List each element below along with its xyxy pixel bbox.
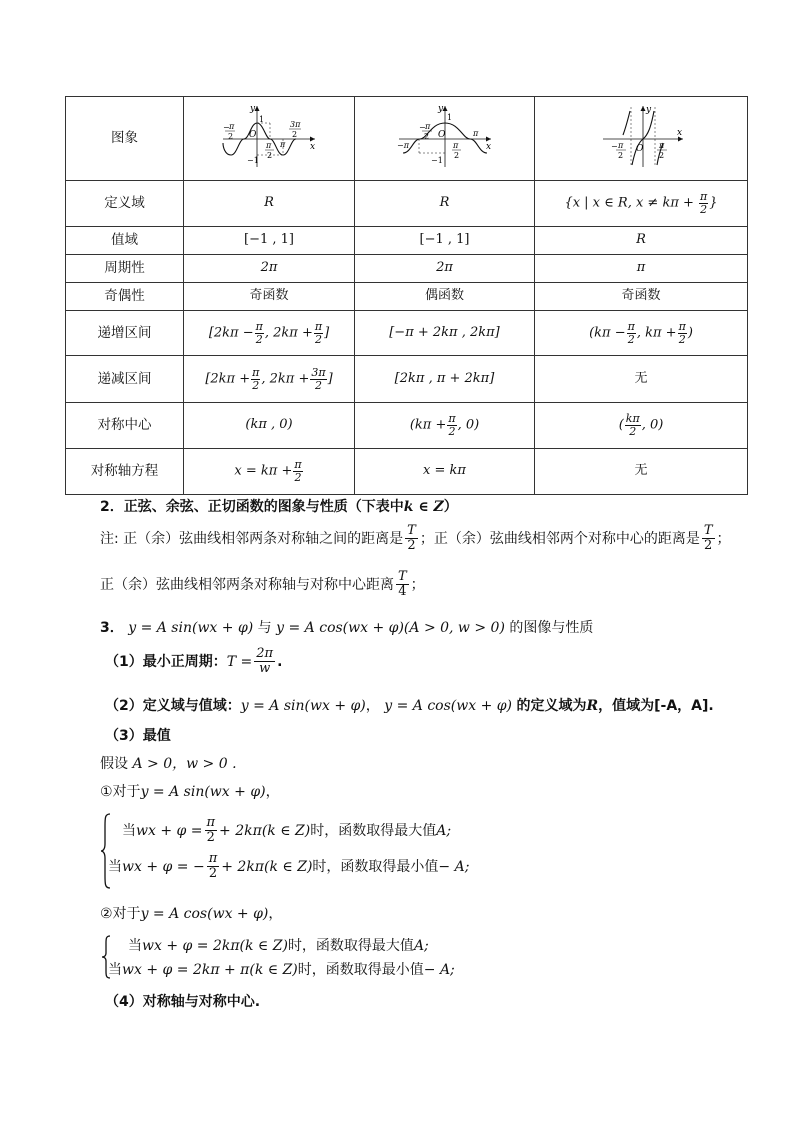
frac-num: π — [678, 319, 686, 333]
tan-cell — [535, 403, 748, 449]
section-number: 2． — [100, 499, 124, 515]
assume-text: 假设 — [100, 756, 128, 772]
frac-num: π — [208, 851, 218, 866]
frac-den: 2 — [255, 332, 263, 346]
item-label: （2）定义域与值域： — [105, 698, 241, 714]
case-sin-min — [108, 852, 469, 882]
graph-pi2-den: 2 — [659, 151, 665, 161]
heading-text: 正弦、余弦、正切函数的图象与性质（下表中 — [123, 499, 404, 515]
frac-den: 2 — [700, 203, 708, 216]
axis-part: x = kπ + — [234, 464, 293, 479]
row-label: 周期性 — [66, 255, 184, 283]
table-row — [66, 449, 748, 495]
section-2-heading — [100, 496, 458, 516]
frac-den: 2 — [294, 471, 302, 484]
interval-part: (kπ − — [589, 325, 626, 341]
frac-den: w — [259, 661, 271, 677]
interval-part: [2kπ + — [205, 371, 251, 387]
frac-num: π — [255, 319, 263, 333]
frac-num: π — [206, 815, 216, 830]
graph-o-label: O — [636, 144, 644, 155]
case-math: wx + φ = — [136, 822, 203, 839]
table-row — [66, 181, 748, 227]
fraction — [699, 191, 708, 215]
graph-neg-one-label: −1 — [430, 156, 443, 166]
center-part: (kπ + — [409, 418, 447, 433]
graph-neg-one-label: −1 — [247, 156, 259, 166]
frac-num: T — [407, 523, 416, 538]
frac-num: 3π — [311, 365, 326, 379]
item-math: y = A cos(wx + φ) — [384, 698, 513, 714]
heading-text: 的图像与性质 — [509, 620, 594, 636]
item-math: R — [586, 698, 599, 714]
cosine-graph — [395, 101, 495, 171]
note-text: ； — [410, 576, 425, 593]
case-math: − A; — [423, 962, 455, 978]
graph-one-label: 1 — [446, 113, 452, 123]
frac-num: π — [448, 412, 456, 426]
frac-num: kπ — [625, 412, 640, 426]
fraction — [205, 816, 218, 846]
cos-cell: [−1 , 1] — [355, 227, 535, 255]
item-text: ，值域为[-A，A]. — [598, 698, 714, 714]
case-math: A; — [436, 822, 452, 839]
frac-den: 2 — [448, 425, 456, 438]
row-label: 图象 — [66, 97, 184, 181]
frac-den: 4 — [398, 584, 407, 600]
frac-den: 2 — [206, 830, 215, 846]
frac-den: 2 — [704, 538, 713, 554]
graph-x-label: x — [485, 142, 491, 153]
case-text: ， — [265, 784, 280, 800]
assume-math: A > 0，w > 0 . — [132, 756, 237, 772]
graph-3pi2-num: 3π — [290, 120, 301, 130]
fraction — [314, 321, 323, 345]
case-text: 时，函数取得最大值 — [310, 822, 437, 839]
row-label: 值域 — [66, 227, 184, 255]
graph-neg-pi2-den: 2 — [228, 132, 234, 142]
assumption-line — [100, 753, 237, 773]
tangent-graph — [591, 101, 691, 171]
fraction — [625, 413, 641, 437]
case-sin-heading — [100, 781, 280, 801]
graph-neg-pi2-num: π — [229, 122, 235, 132]
fraction — [702, 524, 715, 554]
frac-den: 2 — [252, 378, 260, 392]
item-math: T = — [226, 653, 253, 670]
fraction — [254, 647, 275, 677]
item-label: （1）最小正周期： — [105, 653, 227, 670]
sin-graph-cell — [184, 97, 355, 181]
row-label: 对称轴方程 — [66, 449, 184, 495]
cos-cell: 偶函数 — [355, 283, 535, 311]
tan-domain-pre: {x | x ∈ R, x ≠ kπ + — [564, 196, 694, 211]
heading-text: 与 — [257, 620, 272, 636]
sin-cell: R — [184, 181, 355, 227]
cos-cell: [−π + 2kπ , 2kπ] — [355, 311, 535, 356]
graph-neg-pi-label: −π — [396, 141, 409, 151]
case-text: ①对于 — [100, 784, 141, 800]
heading-math: y = A cos(wx + φ)(A > 0, w > 0) — [276, 620, 505, 636]
case-text: 当 — [108, 962, 122, 978]
frac-den: 2 — [314, 378, 322, 392]
table-row — [66, 403, 748, 449]
fraction — [447, 413, 456, 437]
frac-den: 2 — [629, 425, 637, 438]
case-math: − A; — [438, 858, 470, 875]
sin-cell: 2π — [184, 255, 355, 283]
section-number: 3． — [100, 620, 124, 636]
graph-one-label: 1 — [259, 115, 265, 125]
interval-part: , kπ + — [636, 325, 677, 341]
case-math: wx + φ = 2kπ + π(k ∈ Z) — [122, 962, 298, 978]
item-sep: ， — [365, 698, 380, 714]
fraction — [207, 852, 220, 882]
graph-3pi2-den: 2 — [292, 130, 298, 140]
frac-den: 2 — [407, 538, 416, 554]
cos-graph-cell — [355, 97, 535, 181]
row-label: 对称中心 — [66, 403, 184, 449]
case-text: 当 — [122, 822, 136, 839]
case-math: wx + φ = 2kπ(k ∈ Z) — [142, 938, 288, 954]
cos-cell — [355, 403, 535, 449]
interval-part: [2kπ − — [208, 325, 254, 341]
graph-pi-label: π — [280, 140, 286, 150]
graph-pi2-num: π — [266, 141, 272, 151]
interval-part: , 2kπ + — [264, 325, 313, 341]
graph-pi2-den: 2 — [267, 151, 273, 161]
tan-cell: R — [535, 227, 748, 255]
graph-neg-pi2-num: π — [618, 141, 624, 151]
frac-num: π — [252, 365, 260, 379]
svg-text:−: − — [418, 123, 426, 133]
frac-den: 2 — [208, 866, 218, 882]
tan-cell: π — [535, 255, 748, 283]
table-row — [66, 311, 748, 356]
frac-den: 2 — [627, 332, 635, 346]
item-1-min-period — [105, 647, 282, 677]
tan-cell: 无 — [535, 449, 748, 495]
table-row — [66, 283, 748, 311]
center-part: , 0) — [641, 418, 664, 433]
frac-num: T — [703, 523, 713, 538]
graph-pi2-num: π — [452, 141, 458, 151]
section-3-heading — [100, 617, 593, 637]
item-math: y = A sin(wx + φ) — [240, 698, 366, 714]
item-3-extrema: （3）最值 — [105, 728, 171, 744]
interval-part: ] — [324, 325, 330, 341]
row-label: 递增区间 — [66, 311, 184, 356]
heading-end: ） — [443, 499, 458, 515]
heading-math: y = A sin(wx + φ) — [128, 620, 254, 636]
table-row — [66, 356, 748, 403]
svg-text:−: − — [223, 123, 230, 133]
frac-den: 2 — [678, 332, 686, 346]
graph-neg-pi2-num: π — [424, 122, 430, 132]
fraction — [255, 321, 264, 345]
table-row — [66, 97, 748, 181]
fraction — [627, 321, 636, 345]
frac-den: 2 — [314, 332, 322, 346]
case-text: 当 — [128, 938, 142, 954]
row-label: 递减区间 — [66, 356, 184, 403]
note-text: 注: 正（余）弦曲线相邻两条对称轴之间的距离是 — [100, 530, 404, 547]
center-part: ( — [618, 418, 624, 433]
fraction — [251, 367, 260, 391]
case-text: ， — [268, 906, 283, 922]
cos-cell: 2π — [355, 255, 535, 283]
graph-neg-pi2-den: 2 — [618, 151, 624, 161]
tan-cell: 奇函数 — [535, 283, 748, 311]
graph-y-label: y — [250, 104, 256, 115]
note-text: ；正（余）弦曲线相邻两个对称中心的距离是 — [419, 530, 700, 547]
tan-cell — [535, 181, 748, 227]
fraction — [310, 367, 326, 391]
graph-pi-label: π — [472, 129, 478, 139]
graph-o-label: O — [437, 130, 445, 141]
row-label: 定义域 — [66, 181, 184, 227]
graph-pi2-den: 2 — [453, 151, 459, 161]
tan-domain-post: } — [709, 196, 718, 211]
case-text: 时，函数取得最小值 — [297, 962, 424, 978]
tan-cell: 无 — [535, 356, 748, 403]
note-line-2 — [100, 570, 425, 600]
frac-num: π — [314, 319, 323, 333]
frac-num: T — [398, 569, 407, 584]
item-4-symmetry: （4）对称轴与对称中心. — [105, 994, 261, 1010]
graph-neg-pi2-den: 2 — [423, 132, 429, 142]
table-row — [66, 227, 748, 255]
case-text: 时，函数取得最大值 — [287, 938, 414, 954]
case-math: y = A cos(wx + φ) — [140, 906, 269, 922]
trig-properties-table — [65, 96, 748, 495]
graph-x-label: x — [310, 142, 316, 153]
frac-num: π — [294, 458, 302, 472]
frac-num: π — [700, 190, 708, 204]
tan-cell — [535, 311, 748, 356]
svg-text:−: − — [611, 142, 618, 152]
item-2-domain-range — [105, 695, 714, 715]
case-math: + 2kπ(k ∈ Z) — [219, 822, 311, 839]
case-math: A; — [413, 938, 429, 954]
cos-cell: [2kπ , π + 2kπ] — [355, 356, 535, 403]
sin-cell — [184, 311, 355, 356]
case-sin-max — [122, 816, 451, 846]
graph-o-label: O — [249, 130, 257, 141]
case-math: y = A sin(wx + φ) — [140, 784, 266, 800]
fraction — [678, 321, 687, 345]
case-text: 时，函数取得最小值 — [312, 858, 439, 875]
graph-y-label: y — [646, 105, 652, 116]
graph-x-label: x — [677, 128, 683, 139]
case-text: ②对于 — [100, 906, 141, 922]
graph-pi2-num: π — [659, 141, 665, 151]
cos-cell: x = kπ — [355, 449, 535, 495]
table-row — [66, 255, 748, 283]
interval-part: ] — [327, 371, 333, 387]
heading-math: k ∈ Z — [403, 499, 444, 515]
sine-graph — [219, 101, 319, 171]
fraction — [396, 570, 409, 600]
frac-num: 2π — [256, 646, 274, 661]
sin-cell: 奇函数 — [184, 283, 355, 311]
case-math: wx + φ = − — [122, 858, 205, 875]
interval-part: ) — [687, 325, 693, 341]
sin-cell — [184, 356, 355, 403]
interval-part: , 2kπ + — [261, 371, 310, 387]
case-cos-heading — [100, 903, 282, 923]
note-text: 正（余）弦曲线相邻两条对称轴与对称中心距离 — [100, 576, 394, 593]
fraction — [405, 524, 418, 554]
sin-cell: [−1 , 1] — [184, 227, 355, 255]
case-cos-max — [128, 935, 429, 955]
item-text: 的定义域为 — [516, 698, 587, 714]
frac-num: π — [627, 319, 635, 333]
center-part: , 0) — [457, 418, 480, 433]
item-end: . — [277, 653, 283, 670]
case-math: + 2kπ(k ∈ Z) — [221, 858, 313, 875]
graph-y-label: y — [437, 104, 443, 115]
sin-cell — [184, 449, 355, 495]
case-text: 当 — [108, 858, 122, 875]
note-text: ； — [716, 530, 731, 547]
case-cos-min — [108, 959, 455, 979]
row-label: 奇偶性 — [66, 283, 184, 311]
note-line-1 — [100, 524, 731, 554]
tan-graph-cell — [535, 97, 748, 181]
sin-cell: (kπ , 0) — [184, 403, 355, 449]
fraction — [293, 459, 302, 483]
cos-cell: R — [355, 181, 535, 227]
